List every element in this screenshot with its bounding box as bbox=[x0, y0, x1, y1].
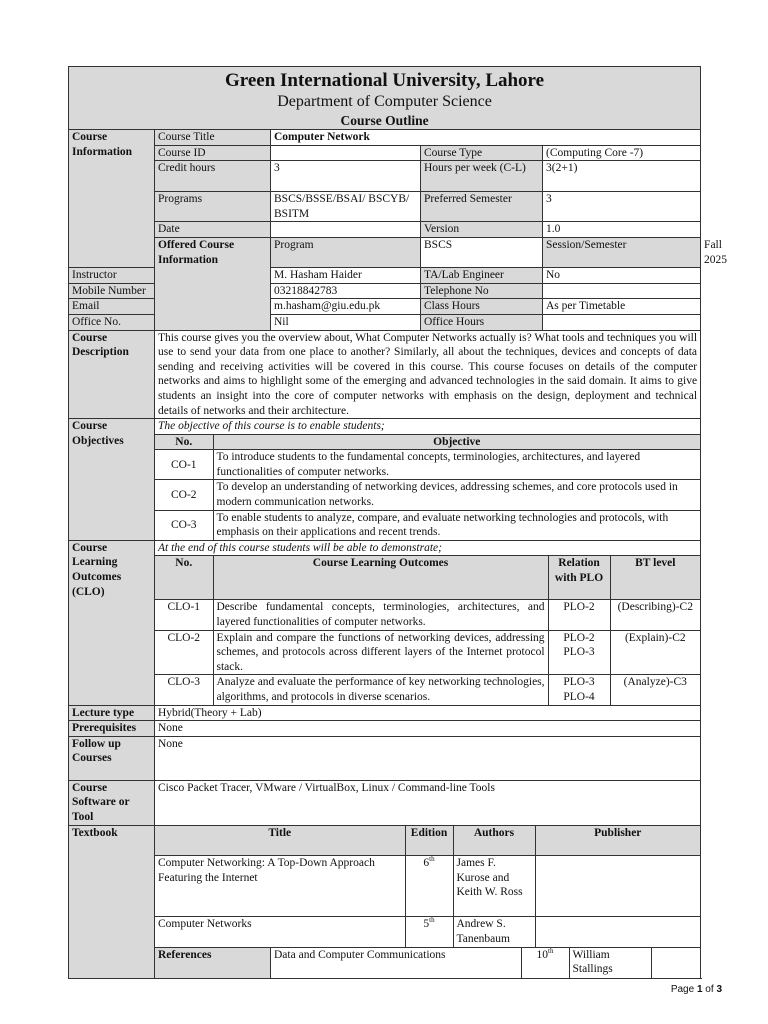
credit-hours-value: 3 bbox=[271, 161, 421, 192]
course-outline-table: Green International University, Lahore Department of Computer Science Course Outline Course Information Course Title Computer Network Course ID Course Type (Computing Core -7) Credit hours 3 Hours per week (C-L) 3(2+1) Programs BSCS/BSSE/BSAI/ BSCYB/ BSITM Preferred Semester 3 Date Version 1.0 Offered Course Information Program BSCS Session/Semester Fall 2025 Instructor M. Hasham Haider TA/Lab Engineer No Mobile Number 03218842783 Telephone No Email m.hasham@giu.edu.pk Class Hours As per Timetable Office No. Nil Office Hours Course Description This course gives you the overview about, What Computer Networks actually is? What tools and techniques you will use to send your data from one place to another? Similarly, all about the techniques, devices and concepts of data sending and receiving activities will be covered in this course. This course focuses on details of the computer networks and aims to highlight some of the emerging and advanced technologies in the said domain. It aims to give students an insight into the core of computer networks with emphasis on the design, deployment and technical details of networks and their architecture. Course Objectives The objective of this course is to enable students; No. Objective CO-1 To introduce students to the fundamental concepts, terminologies, architectures, and layered functionalities of computer networks. CO-2 To develop an understanding of networking devices, addressing schemes, and core protocols used in modern communication networks. CO-3 To enable students to analyze, compare, and evaluate networking technologies and protocols, with emphasis on their applications and recent trends. Course Learning Outcomes (CLO) At the end of this course students will be able to demonstrate; No. Course Learning Outcomes Relation with PLO BT level CLO-1 Describe fundamental concepts, terminologies, architectures, and layered functionalities of computer networks. PLO-2 (Describing)-C2 CLO-2 Explain and compare the functions of networking devices, addressing schemes, and protocols across different layers of the Internet protocol stack. PLO-2 PLO-3 (Explain)-C2 CLO-3 Analyze and evaluate the performance of key networking technologies, algorithms, and protocols in diverse scenarios. PLO-3 PLO-4 (Analyze)-C3 Lecture type Hybrid(Theory + Lab) Prerequisites None Follow up Courses None Course Software or Tool Cisco Packet Tracer, VMware / VirtualBox, Linux / Command-line Tools Textbook Title Edition Authors Publisher Computer Networking: A Top-Down Approach Featuring the Internet 6th James F. Kurose and Keith W. Ross Computer Networks 5th Andrew S. Tanenbaum References Data and Computer Communications 10th William Stallings bbox=[68, 66, 701, 979]
header-block bbox=[69, 67, 701, 130]
reference-edition: 10th bbox=[521, 948, 569, 978]
clo-no: CLO-1 bbox=[155, 600, 213, 630]
hours-per-week-value: 3(2+1) bbox=[543, 161, 701, 192]
objective-no: CO-2 bbox=[155, 480, 213, 510]
clo-plo: PLO-2 bbox=[548, 600, 610, 630]
clo-bt: (Describing)-C2 bbox=[610, 600, 700, 630]
textbook-title: Computer Networks bbox=[155, 917, 405, 947]
instructor-label: Instructor bbox=[69, 268, 155, 284]
programs-value: BSCS/BSSE/BSAI/ BSCYB/ BSITM bbox=[271, 192, 421, 222]
reference-title: Data and Computer Communications bbox=[271, 948, 521, 978]
course-outline-sheet bbox=[68, 66, 728, 979]
textbook-authors: Andrew S. Tanenbaum bbox=[453, 917, 535, 947]
follow-up-value: None bbox=[155, 736, 701, 780]
class-hours-value: As per Timetable bbox=[543, 299, 701, 315]
course-description-text: This course gives you the overview about, What Computer Networks actually is? What tools and techniques you will use to send your data from one place to another? Similarly, all about the techniques, devices and concepts of data sending and receiving activities will be covered in this course. This course focuses on details of the computer networks and aims to highlight some of the emerging and advanced technologies in the said domain. It aims to give students an insight into the core of computer networks with emphasis on the design, deployment and technical details of networks and their architecture. bbox=[155, 330, 701, 419]
clo-col-bt: BT level bbox=[610, 556, 700, 600]
lecture-type-value: Hybrid(Theory + Lab) bbox=[155, 705, 701, 721]
program-label: Program bbox=[271, 237, 421, 267]
clo-no: CLO-2 bbox=[155, 630, 213, 675]
objective-no: CO-1 bbox=[155, 450, 213, 480]
course-description-label: Course Description bbox=[69, 330, 155, 419]
email-value: m.hasham@giu.edu.pk bbox=[271, 299, 421, 315]
textbook-table bbox=[155, 826, 700, 947]
clo-no: CLO-3 bbox=[155, 675, 213, 705]
page-footer bbox=[671, 984, 722, 995]
clo-col-plo: Relation with PLO bbox=[548, 556, 610, 600]
class-hours-label: Class Hours bbox=[421, 299, 543, 315]
lecture-type-label: Lecture type bbox=[69, 705, 155, 721]
textbook-edition: 6th bbox=[405, 856, 453, 917]
objectives-block bbox=[155, 419, 701, 541]
date-label: Date bbox=[155, 222, 271, 238]
course-type-value: (Computing Core -7) bbox=[543, 145, 701, 161]
software-value: Cisco Packet Tracer, VMware / VirtualBox, Linux / Command-line Tools bbox=[155, 780, 701, 825]
objectives-table bbox=[155, 419, 700, 540]
mobile-value: 03218842783 bbox=[271, 283, 421, 299]
references-table bbox=[271, 948, 700, 978]
university-name: Green International University, Lahore bbox=[224, 70, 545, 91]
footer-prefix: Page bbox=[670, 984, 697, 995]
textbook-publisher bbox=[535, 856, 700, 917]
textbook-col-authors: Authors bbox=[453, 826, 535, 856]
textbook-col-publisher: Publisher bbox=[535, 826, 700, 856]
footer-page-number: 1 bbox=[696, 984, 703, 995]
textbook-col-title: Title bbox=[155, 826, 405, 856]
version-label: Version bbox=[421, 222, 543, 238]
clo-label: Course Learning Outcomes (CLO) bbox=[69, 540, 155, 705]
version-value: 1.0 bbox=[543, 222, 701, 238]
textbook-authors: James F. Kurose and Keith W. Ross bbox=[453, 856, 535, 917]
clo-col-no: No. bbox=[155, 556, 213, 600]
course-id-label: Course ID bbox=[155, 145, 271, 161]
software-label: Course Software or Tool bbox=[69, 780, 155, 825]
ta-value: No bbox=[543, 268, 701, 284]
clo-bt: (Analyze)-C3 bbox=[610, 675, 700, 705]
telephone-value bbox=[543, 283, 701, 299]
objective-text: To introduce students to the fundamental concepts, terminologies, architectures, and layered functionalities of computer networks. bbox=[213, 450, 700, 480]
textbook-block bbox=[155, 825, 701, 947]
offered-course-information-label: Offered Course Information bbox=[155, 237, 271, 330]
clo-intro: At the end of this course students will be able to demonstrate; bbox=[155, 541, 700, 556]
textbook-publisher bbox=[535, 917, 700, 947]
clo-col-outcome: Course Learning Outcomes bbox=[213, 556, 548, 600]
document-title: Course Outline bbox=[340, 113, 429, 128]
objective-text: To enable students to analyze, compare, and evaluate networking technologies and protocols, with emphasis on their applications and recent trends. bbox=[213, 510, 700, 540]
prerequisites-label: Prerequisites bbox=[69, 721, 155, 737]
footer-of: of bbox=[702, 984, 717, 995]
preferred-semester-label: Preferred Semester bbox=[421, 192, 543, 222]
office-hours-label: Office Hours bbox=[421, 314, 543, 330]
course-type-label: Course Type bbox=[421, 145, 543, 161]
preferred-semester-value: 3 bbox=[543, 192, 701, 222]
email-label: Email bbox=[69, 299, 155, 315]
textbook-label: Textbook bbox=[69, 825, 155, 978]
clo-table bbox=[155, 541, 700, 705]
objective-text: To develop an understanding of networking devices, addressing schemes, and core protocols used in modern communication networks. bbox=[213, 480, 700, 510]
hours-per-week-label: Hours per week (C-L) bbox=[421, 161, 543, 192]
department-name: Department of Computer Science bbox=[277, 93, 492, 110]
reference-publisher bbox=[651, 948, 700, 978]
prerequisites-value: None bbox=[155, 721, 701, 737]
clo-bt: (Explain)-C2 bbox=[610, 630, 700, 675]
mobile-label: Mobile Number bbox=[69, 283, 155, 299]
clo-plo: PLO-3 PLO-4 bbox=[548, 675, 610, 705]
date-value bbox=[271, 222, 421, 238]
textbook-col-edition: Edition bbox=[405, 826, 453, 856]
clo-text: Analyze and evaluate the performance of key networking technologies, algorithms, and protocols in diverse scenarios. bbox=[213, 675, 548, 705]
session-label: Session/Semester bbox=[543, 237, 701, 267]
credit-hours-label: Credit hours bbox=[155, 161, 271, 192]
instructor-value: M. Hasham Haider bbox=[271, 268, 421, 284]
references-label: References bbox=[155, 947, 271, 978]
reference-authors: William Stallings bbox=[569, 948, 651, 978]
objectives-intro: The objective of this course is to enable students; bbox=[155, 419, 700, 434]
course-information-label: Course Information bbox=[69, 130, 155, 268]
ta-label: TA/Lab Engineer bbox=[421, 268, 543, 284]
objectives-col-no: No. bbox=[155, 434, 213, 450]
references-block bbox=[271, 947, 701, 978]
program-value: BSCS bbox=[421, 237, 543, 267]
textbook-title: Computer Networking: A Top-Down Approach Featuring the Internet bbox=[155, 856, 405, 917]
course-title-value: Computer Network bbox=[271, 130, 701, 146]
follow-up-label: Follow up Courses bbox=[69, 736, 155, 780]
office-hours-value bbox=[543, 314, 701, 330]
office-no-label: Office No. bbox=[69, 314, 155, 330]
course-title-label: Course Title bbox=[155, 130, 271, 146]
clo-block bbox=[155, 540, 701, 705]
footer-page-total: 3 bbox=[716, 984, 722, 995]
clo-text: Describe fundamental concepts, terminologies, architectures, and layered functionalities of computer networks. bbox=[213, 600, 548, 630]
objective-no: CO-3 bbox=[155, 510, 213, 540]
clo-text: Explain and compare the functions of networking devices, addressing schemes, and protocols across different layers of the Internet protocol stack. bbox=[213, 630, 548, 675]
programs-label: Programs bbox=[155, 192, 271, 222]
course-objectives-label: Course Objectives bbox=[69, 419, 155, 541]
textbook-edition: 5th bbox=[405, 917, 453, 947]
clo-plo: PLO-2 PLO-3 bbox=[548, 630, 610, 675]
course-id-value bbox=[271, 145, 421, 161]
objectives-col-objective: Objective bbox=[213, 434, 700, 450]
telephone-label: Telephone No bbox=[421, 283, 543, 299]
office-no-value: Nil bbox=[271, 314, 421, 330]
